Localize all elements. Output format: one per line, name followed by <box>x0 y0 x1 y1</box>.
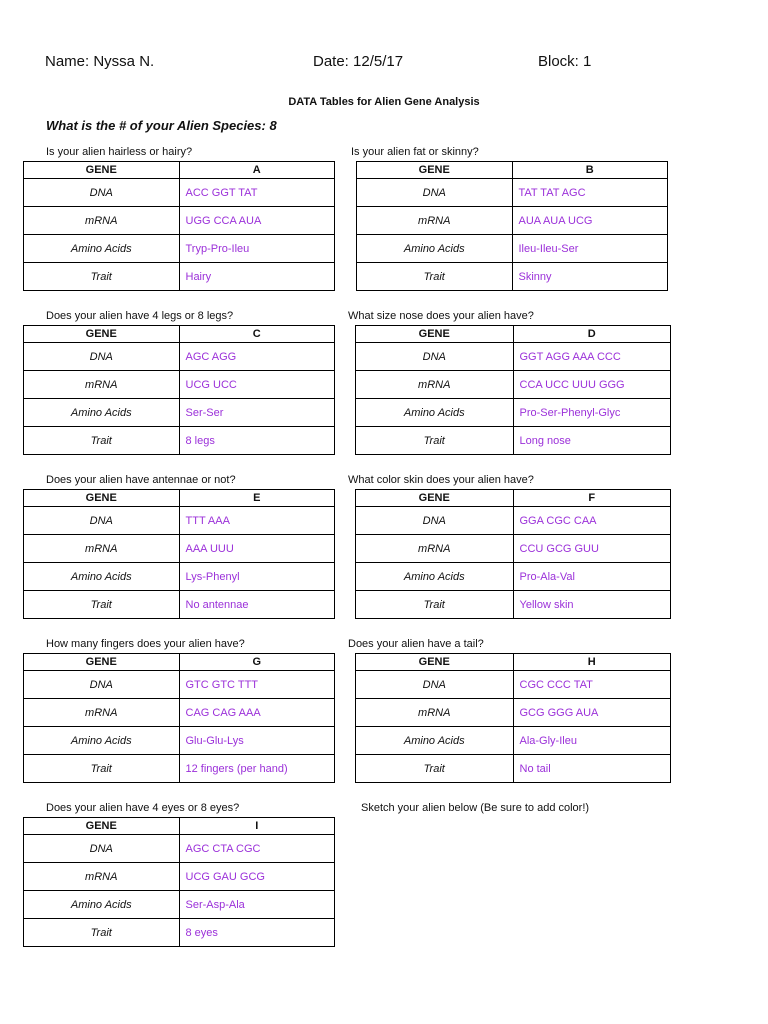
gene-table-i <box>23 817 335 947</box>
dna-value: TAT TAT AGC <box>512 179 668 207</box>
trait-label: Trait <box>24 263 180 291</box>
trait-value: Long nose <box>513 427 671 455</box>
trait-label: Trait <box>356 427 514 455</box>
dna-label: DNA <box>24 507 180 535</box>
trait-value: 12 fingers (per hand) <box>179 755 335 783</box>
mrna-row <box>24 863 335 891</box>
species-number: What is the # of your Alien Species: 8 <box>46 118 277 133</box>
amino-acids-label: Amino Acids <box>357 235 513 263</box>
trait-value: No tail <box>513 755 671 783</box>
table-header-row <box>357 162 668 179</box>
dna-row <box>24 179 335 207</box>
gene-letter: H <box>513 654 671 671</box>
mrna-label: mRNA <box>356 699 514 727</box>
trait-row <box>24 427 335 455</box>
gene-letter: F <box>513 490 671 507</box>
mrna-value: UCG GAU GCG <box>179 863 335 891</box>
block-field: Block: 1 <box>538 53 592 70</box>
mrna-label: mRNA <box>356 535 514 563</box>
mrna-value: GCG GGG AUA <box>513 699 671 727</box>
trait-value: No antennae <box>179 591 335 619</box>
dna-label: DNA <box>24 179 180 207</box>
trait-row <box>356 755 671 783</box>
amino-acids-value: Glu-Glu-Lys <box>179 727 335 755</box>
mrna-label: mRNA <box>357 207 513 235</box>
gene-letter: A <box>179 162 335 179</box>
amino-acids-value: Pro-Ala-Val <box>513 563 671 591</box>
question-g: How many fingers does your alien have? <box>46 638 245 650</box>
amino-acids-label: Amino Acids <box>356 563 514 591</box>
dna-label: DNA <box>356 507 514 535</box>
dna-value: GTC GTC TTT <box>179 671 335 699</box>
sketch-prompt: Sketch your alien below (Be sure to add color!) <box>361 802 590 814</box>
question-e: Does your alien have antennae or not? <box>46 474 236 486</box>
gene-table-f <box>355 489 671 619</box>
dna-value: TTT AAA <box>179 507 335 535</box>
dna-label: DNA <box>24 671 180 699</box>
mrna-value: CCA UCC UUU GGG <box>513 371 671 399</box>
mrna-value: UCG UCC <box>179 371 335 399</box>
gene-letter: C <box>179 326 335 343</box>
mrna-row <box>24 535 335 563</box>
dna-row <box>356 507 671 535</box>
dna-value: ACC GGT TAT <box>179 179 335 207</box>
question-b: Is your alien fat or skinny? <box>351 146 479 158</box>
gene-letter: G <box>179 654 335 671</box>
trait-row <box>24 755 335 783</box>
table-header-row <box>24 326 335 343</box>
question-a: Is your alien hairless or hairy? <box>46 146 193 158</box>
trait-row <box>356 591 671 619</box>
gene-header: GENE <box>24 162 180 179</box>
gene-table-e <box>23 489 335 619</box>
trait-label: Trait <box>24 755 180 783</box>
gene-table-a <box>23 161 335 291</box>
trait-label: Trait <box>356 591 514 619</box>
question-c: Does your alien have 4 legs or 8 legs? <box>46 310 234 322</box>
trait-row <box>356 427 671 455</box>
trait-value: 8 eyes <box>179 919 335 947</box>
date-field: Date: 12/5/17 <box>313 53 404 70</box>
dna-value: AGC CTA CGC <box>179 835 335 863</box>
mrna-label: mRNA <box>24 699 180 727</box>
mrna-row <box>356 699 671 727</box>
question-i: Does your alien have 4 eyes or 8 eyes? <box>46 802 240 814</box>
gene-table-b <box>356 161 668 291</box>
gene-header: GENE <box>356 654 514 671</box>
mrna-value: AUA AUA UCG <box>512 207 668 235</box>
mrna-row <box>24 207 335 235</box>
amino-acids-value: Lys-Phenyl <box>179 563 335 591</box>
dna-value: GGT AGG AAA CCC <box>513 343 671 371</box>
mrna-label: mRNA <box>356 371 514 399</box>
gene-header: GENE <box>356 490 514 507</box>
table-header-row <box>356 490 671 507</box>
gene-header: GENE <box>24 326 180 343</box>
dna-label: DNA <box>24 835 180 863</box>
amino-acids-row <box>24 399 335 427</box>
mrna-label: mRNA <box>24 207 180 235</box>
trait-row <box>24 591 335 619</box>
gene-table-d <box>355 325 671 455</box>
amino-acids-row <box>356 727 671 755</box>
gene-header: GENE <box>24 818 180 835</box>
question-d: What size nose does your alien have? <box>348 310 534 322</box>
amino-acids-label: Amino Acids <box>24 727 180 755</box>
amino-acids-label: Amino Acids <box>24 563 180 591</box>
gene-header: GENE <box>24 490 180 507</box>
gene-header: GENE <box>356 326 514 343</box>
dna-label: DNA <box>357 179 513 207</box>
gene-letter: I <box>179 818 335 835</box>
dna-row <box>356 671 671 699</box>
amino-acids-label: Amino Acids <box>356 727 514 755</box>
document-title: DATA Tables for Alien Gene Analysis <box>288 96 480 108</box>
table-header-row <box>24 162 335 179</box>
amino-acids-row <box>24 727 335 755</box>
dna-row <box>24 507 335 535</box>
amino-acids-row <box>24 563 335 591</box>
amino-acids-label: Amino Acids <box>356 399 514 427</box>
amino-acids-value: Ileu-Ileu-Ser <box>512 235 668 263</box>
amino-acids-value: Tryp-Pro-Ileu <box>179 235 335 263</box>
mrna-label: mRNA <box>24 371 180 399</box>
amino-acids-label: Amino Acids <box>24 235 180 263</box>
mrna-row <box>356 371 671 399</box>
amino-acids-value: Pro-Ser-Phenyl-Glyc <box>513 399 671 427</box>
gene-header: GENE <box>357 162 513 179</box>
table-header-row <box>24 654 335 671</box>
mrna-label: mRNA <box>24 535 180 563</box>
mrna-label: mRNA <box>24 863 180 891</box>
amino-acids-label: Amino Acids <box>24 399 180 427</box>
amino-acids-value: Ala-Gly-Ileu <box>513 727 671 755</box>
table-header-row <box>24 490 335 507</box>
dna-row <box>356 343 671 371</box>
dna-value: AGC AGG <box>179 343 335 371</box>
gene-table-h <box>355 653 671 783</box>
trait-value: Hairy <box>179 263 335 291</box>
amino-acids-row <box>24 235 335 263</box>
trait-row <box>24 919 335 947</box>
dna-row <box>24 343 335 371</box>
mrna-value: CCU GCG GUU <box>513 535 671 563</box>
name-field: Name: Nyssa N. <box>45 53 155 70</box>
trait-row <box>24 263 335 291</box>
amino-acids-value: Ser-Asp-Ala <box>179 891 335 919</box>
trait-label: Trait <box>24 919 180 947</box>
amino-acids-row <box>356 563 671 591</box>
question-h: Does your alien have a tail? <box>348 638 484 650</box>
dna-label: DNA <box>356 671 514 699</box>
dna-label: DNA <box>24 343 180 371</box>
dna-label: DNA <box>356 343 514 371</box>
trait-label: Trait <box>356 755 514 783</box>
mrna-row <box>356 535 671 563</box>
dna-row <box>357 179 668 207</box>
table-header-row <box>24 818 335 835</box>
amino-acids-row <box>356 399 671 427</box>
trait-value: Skinny <box>512 263 668 291</box>
trait-label: Trait <box>24 591 180 619</box>
mrna-value: AAA UUU <box>179 535 335 563</box>
mrna-row <box>357 207 668 235</box>
gene-letter: E <box>179 490 335 507</box>
trait-label: Trait <box>357 263 513 291</box>
dna-row <box>24 671 335 699</box>
gene-table-c <box>23 325 335 455</box>
amino-acids-label: Amino Acids <box>24 891 180 919</box>
question-f: What color skin does your alien have? <box>348 474 534 486</box>
trait-value: 8 legs <box>179 427 335 455</box>
mrna-value: UGG CCA AUA <box>179 207 335 235</box>
table-header-row <box>356 654 671 671</box>
mrna-row <box>24 371 335 399</box>
dna-value: GGA CGC CAA <box>513 507 671 535</box>
gene-header: GENE <box>24 654 180 671</box>
table-header-row <box>356 326 671 343</box>
mrna-value: CAG CAG AAA <box>179 699 335 727</box>
gene-letter: D <box>513 326 671 343</box>
amino-acids-row <box>357 235 668 263</box>
gene-letter: B <box>512 162 668 179</box>
trait-label: Trait <box>24 427 180 455</box>
trait-row <box>357 263 668 291</box>
trait-value: Yellow skin <box>513 591 671 619</box>
amino-acids-row <box>24 891 335 919</box>
dna-value: CGC CCC TAT <box>513 671 671 699</box>
dna-row <box>24 835 335 863</box>
amino-acids-value: Ser-Ser <box>179 399 335 427</box>
gene-table-g <box>23 653 335 783</box>
mrna-row <box>24 699 335 727</box>
